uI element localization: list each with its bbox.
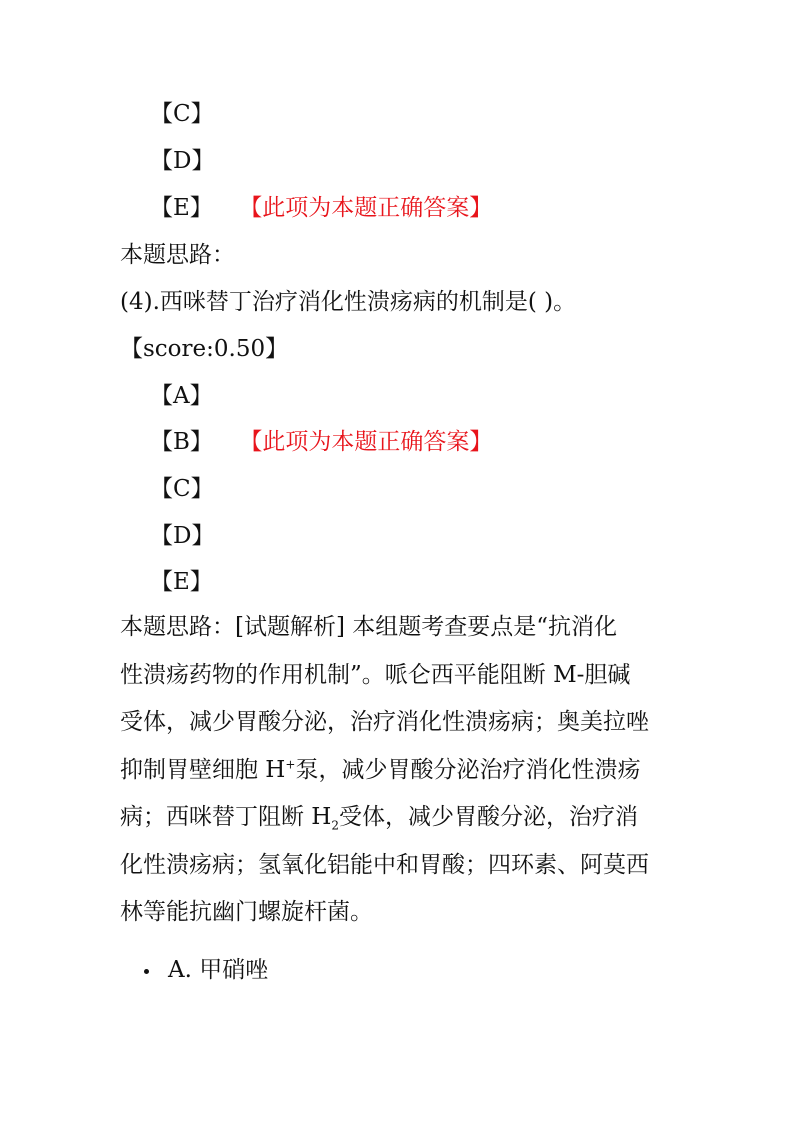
option-c: 【C】 — [150, 101, 214, 127]
analysis-text: 泵，减少胃酸分泌治疗消化性溃疡 — [295, 756, 641, 783]
analysis-line: 化性溃疡病；氢氧化铝能中和胃酸；四环素、阿莫西 — [120, 851, 649, 878]
analysis-line: 性溃疡药物的作用机制”。哌仑西平能阻断 M-胆碱 — [120, 661, 631, 688]
bullet-icon — [144, 969, 149, 974]
analysis-line: 林等能抗幽门螺旋杆菌。 — [120, 899, 373, 925]
superscript: + — [285, 756, 296, 771]
score-label: 【score:0.50】 — [120, 336, 289, 362]
option-d: 【D】 — [150, 148, 215, 174]
analysis-line: 受体，减少胃酸分泌，治疗消化性溃疡病；奥美拉唑 — [120, 709, 649, 735]
analysis-line — [120, 747, 680, 795]
analysis-text: 受体，减少胃酸分泌，治疗消 — [339, 804, 639, 830]
option-c: 【C】 — [150, 476, 214, 502]
question-text: (4).西咪替丁治疗消化性溃疡病的机制是( )。 — [120, 289, 577, 315]
subscript: 2 — [331, 818, 340, 833]
option-d: 【D】 — [150, 523, 215, 549]
analysis-text: 病；西咪替丁阻断 H — [120, 804, 332, 830]
option-e-label: 【E】 — [150, 195, 213, 221]
option-b — [150, 427, 492, 457]
option-e: 【E】 — [150, 569, 213, 595]
analysis-line — [120, 794, 680, 842]
option-e — [150, 193, 492, 223]
correct-answer-mark: 【此项为本题正确答案】 — [250, 195, 493, 221]
option-a: 【A】 — [150, 383, 213, 409]
analysis-line: 本题思路：[试题解析] 本组题考查要点是“抗消化 — [120, 614, 618, 640]
analysis-paragraph — [120, 604, 680, 937]
correct-answer-mark: 【此项为本题正确答案】 — [250, 429, 493, 455]
option-b-label: 【B】 — [150, 429, 213, 455]
analysis-label: 本题思路： — [120, 242, 235, 268]
analysis-text: 抑制胃壁细胞 H — [120, 756, 286, 783]
answer-choice-a[interactable]: A. 甲硝唑 — [168, 957, 269, 983]
